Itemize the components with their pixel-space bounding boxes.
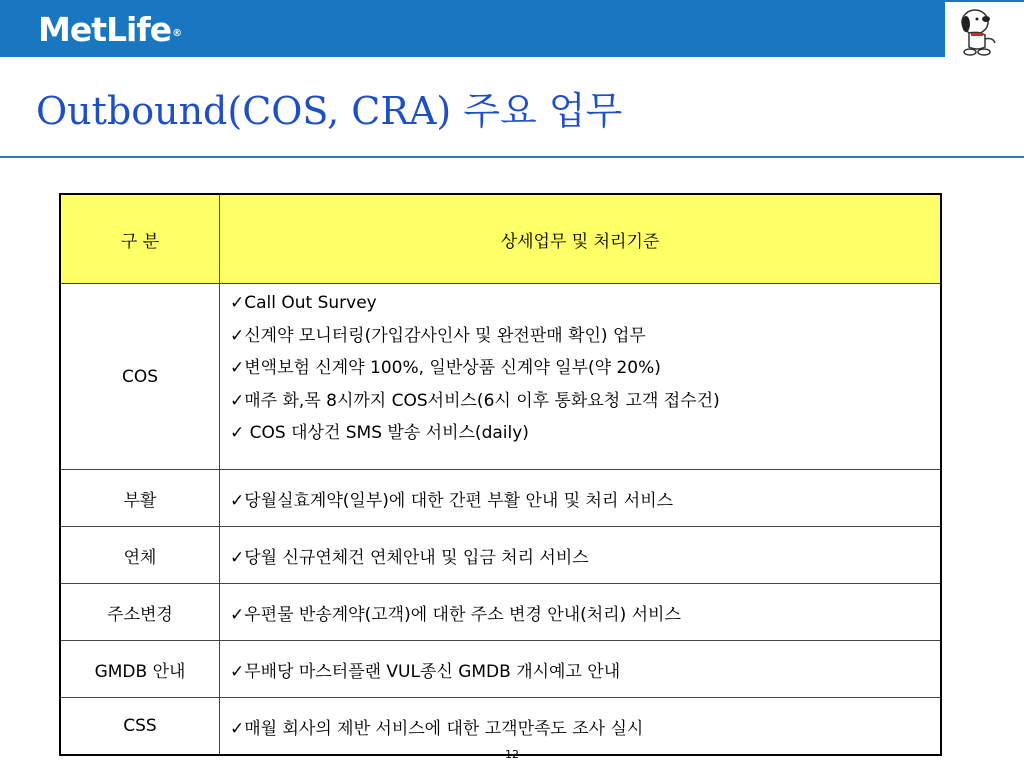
page-title: Outbound(COS, CRA) 주요 업무 <box>36 89 623 133</box>
metlife-logo <box>38 8 181 52</box>
snoopy-mascot-icon <box>945 2 1024 57</box>
duties-table <box>59 193 942 756</box>
category-cell: COS <box>60 284 220 470</box>
table-header-row <box>60 194 941 284</box>
table-row <box>60 584 941 641</box>
details-cell: ✓당월 신규연체건 연체안내 및 입금 처리 서비스 <box>220 527 942 584</box>
details-cell <box>220 284 942 470</box>
category-cell: 주소변경 <box>60 584 220 641</box>
category-cell: CSS <box>60 698 220 756</box>
page-number: 12 <box>505 748 519 761</box>
details-cell: ✓우편물 반송계약(고객)에 대한 주소 변경 안내(처리) 서비스 <box>220 584 942 641</box>
details-cell: ✓매월 회사의 제반 서비스에 대한 고객만족도 조사 실시 <box>220 698 942 756</box>
detail-line: ✓매주 화,목 8시까지 COS서비스(6시 이후 통화요청 고객 접수건) <box>230 390 720 411</box>
category-cell: 연체 <box>60 527 220 584</box>
category-cell: GMDB 안내 <box>60 641 220 698</box>
detail-line: ✓변액보험 신계약 100%, 일반상품 신계약 일부(약 20%) <box>230 358 661 378</box>
registered-mark: ® <box>172 28 182 39</box>
header-category: 구 분 <box>60 194 220 284</box>
table-row <box>60 527 941 584</box>
table-row <box>60 284 941 470</box>
detail-line: ✓신계약 모니터링(가입감사인사 및 완전판매 확인) 업무 <box>230 325 646 346</box>
detail-line: ✓ COS 대상건 SMS 발송 서비스(daily) <box>230 423 529 443</box>
title-divider <box>0 156 1024 158</box>
table-row <box>60 470 941 527</box>
category-cell: 부활 <box>60 470 220 527</box>
header-bar <box>0 0 1024 57</box>
table-row <box>60 698 941 756</box>
logo-text: MetLife <box>38 10 172 49</box>
table-row <box>60 641 941 698</box>
header-details: 상세업무 및 처리기준 <box>220 194 942 284</box>
details-cell: ✓당월실효계약(일부)에 대한 간편 부활 안내 및 처리 서비스 <box>220 470 942 527</box>
details-cell: ✓무배당 마스터플랜 VUL종신 GMDB 개시예고 안내 <box>220 641 942 698</box>
detail-line: ✓Call Out Survey <box>230 293 377 313</box>
